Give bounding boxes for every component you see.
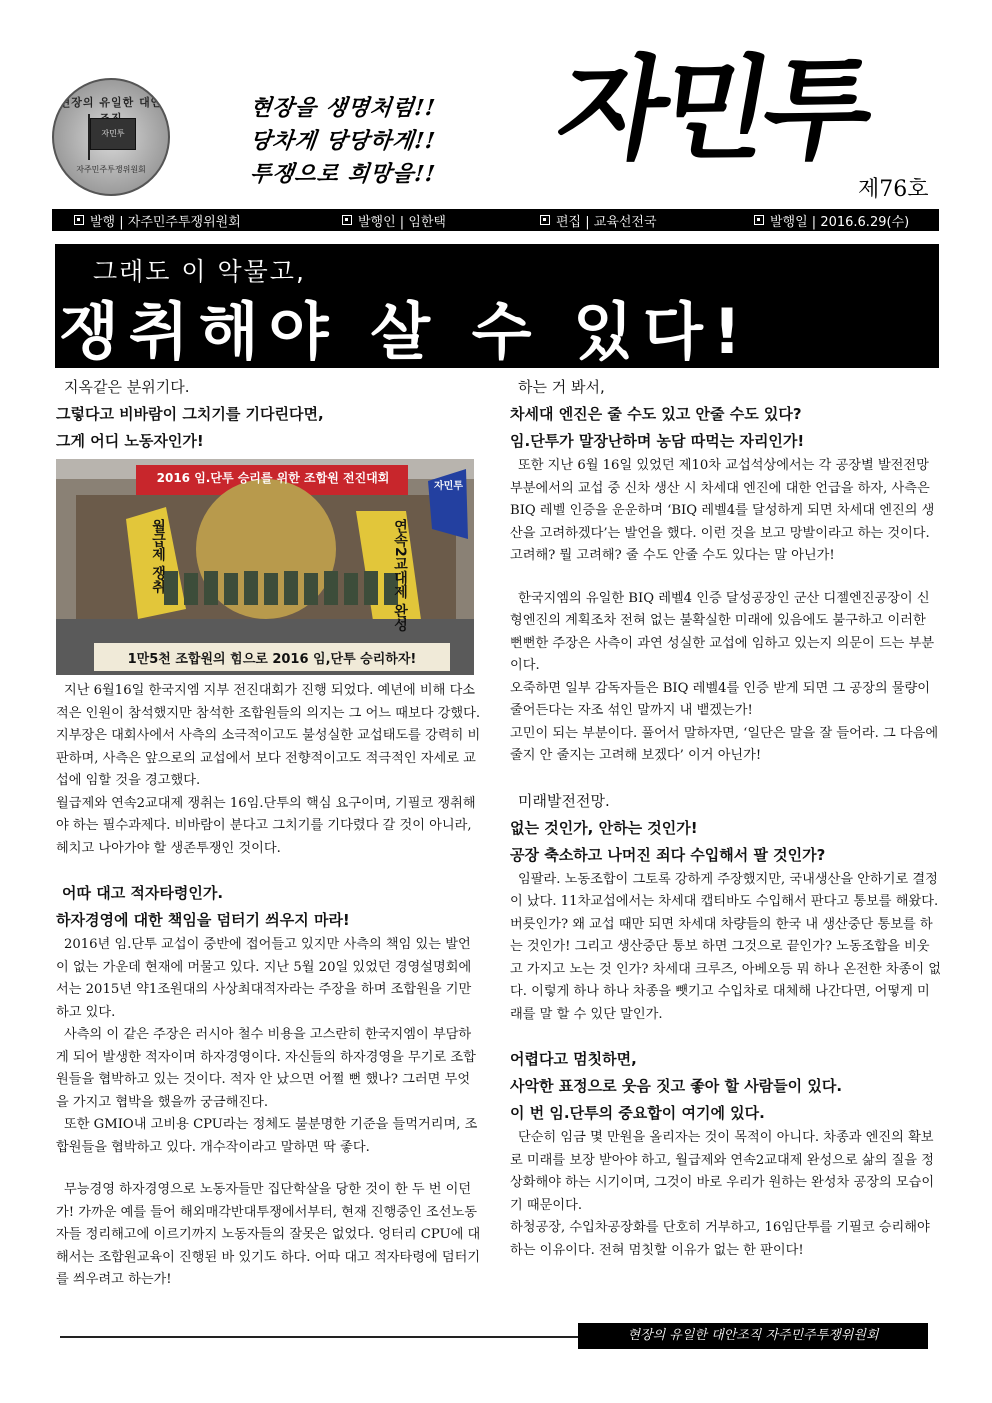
right-heading-3: 임.단투가 말장난하며 농담 따먹는 자리인가! bbox=[510, 432, 805, 450]
right-heading-5: 없는 것인가, 안하는 것인가! bbox=[510, 818, 698, 837]
left-heading-1: 지옥같은 분위기다. bbox=[64, 378, 190, 396]
left-paragraph-2: 월급제와 연속2교대제 쟁취는 16임.단투의 핵심 요구이며, 기필코 쟁취해야 하는 필수과제다. 비바람이 분다고 그치기를 기다렸다 갈 것이 아니라, 헤치고 나아가야 할 생존투쟁인 것이다. bbox=[56, 795, 476, 856]
slogans bbox=[250, 92, 490, 191]
left-heading-3: 그게 어디 노동자인가! bbox=[56, 432, 204, 450]
left-paragraph-4: 사측의 이 같은 주장은 러시아 철수 비용을 고스란히 한국지엠이 부담하게 되어 발생한 적자이며 하자경영이다. 자신들의 하자경영을 무기로 조합원들을 협박하고 있는 것이다. 적자 안 났으면 어쩔 뻔 했나? 그러면 무엇을 가지고 협박을 했을까 궁금해진다. bbox=[56, 1027, 476, 1110]
right-paragraph-4: 오죽하면 일부 감독자들은 BIQ 레벨4를 인증 받게 되면 그 공장의 물량이 줄어든다는 자조 섞인 말까지 내 뱉겠는가! bbox=[510, 680, 930, 718]
right-paragraph-1: 또한 지난 6월 16일 있었던 제10차 교섭석상에서는 각 공장별 발전전망 부분에서의 교섭 중 신차 생산 시 차세대 엔진에 대한 언급을 하자, 사측은 BIQ 레벨 인증을 운운하며 ‘BIQ 레벨4를 달성하게 되면 차세대 엔진의 생산을 고려하겠다’는 발언을 했다. 이런 것을 보고 망발이라고 하는 것이다. bbox=[510, 458, 935, 541]
left-heading-5: 하자경영에 대한 책임을 덤터기 씌우지 마라! bbox=[56, 911, 350, 929]
square-bullet-icon bbox=[540, 215, 550, 225]
square-bullet-icon bbox=[74, 215, 84, 225]
right-paragraph-6: 임팔라. 노동조합이 그토록 강하게 주장했지만, 국내생산을 안하기로 결정이 났다. 11차교섭에서는 차세대 캡티바도 수입해서 판다고 통보를 해왔다. 버릇인가? 왜 교섭 때만 되면 차세대 차량들의 한국 내 생산중단 통보를 하는 것인가! 그리고 생산중단 통보 하면 그것으로 끝인가? 노동조합을 비웃고 가지고 노는 것 인가? 차세대 크루즈, 아베오등 뭐 하나 온전한 차종이 없다. 이렇게 하나 하나 차종을 뺏기고 수입차로 대체해 나간다면, 어떻게 미래를 말 할 수 있단 말인가. bbox=[510, 871, 941, 1022]
right-paragraph-7: 단순히 임금 몇 만원을 올리자는 것이 목적이 아니다. 차종과 엔진의 확보로 미래를 보장 받아야 하고, 월급제와 연속2교대제 완성으로 삶의 질을 정상화해야 하는 시기이며, 그것이 바로 우리가 원하는 완성차 공장의 모습이기 때문이다. bbox=[510, 1130, 935, 1213]
headline-box bbox=[55, 244, 939, 368]
left-paragraph-1: 지난 6월16일 한국지엠 지부 전진대회가 진행 되었다. 예년에 비해 다소 적은 인원이 참석했지만 참석한 조합원들의 의지는 그 어느 때보다 강했다. 지부장은 대회사에서 사측의 소극적이고도 불성실한 교섭태도를 강력히 비판하며, 사측은 앞으로의 교섭에서 보다 전향적이고도 적극적인 자세로 교섭에 임할 것을 경고했다. bbox=[56, 683, 481, 788]
seal-top-text: 현장의 유일한 대안 bbox=[59, 96, 163, 109]
seal-flag-icon: 자민투 bbox=[90, 118, 136, 150]
right-heading-8: 사악한 표정으로 웃음 짓고 좋아 할 사람들이 있다. bbox=[510, 1077, 843, 1095]
right-heading-2: 차세대 엔진은 줄 수도 있고 안줄 수도 있다? bbox=[510, 405, 802, 423]
right-paragraph-3: 한국지엠의 유일한 BIQ 레벨4 인증 달성공장인 군산 디젤엔진공장이 신형엔진의 계획조차 전혀 없는 불확실한 미래에 있음에도 불구하고 이러한 뻔뻔한 주장은 사측이 과연 성실한 교섭에 임하고 있는지 의문이 드는 부분이다. bbox=[510, 590, 935, 673]
organization-seal-logo bbox=[52, 78, 170, 196]
slogan-1: 현장을 생명처럼!! bbox=[248, 95, 438, 121]
left-paragraph-5: 또한 GMIO내 고비용 CPU라는 정체도 불분명한 기준을 들먹거리며, 조합원들을 협박하고 있다. 개수작이라고 말하면 딱 좋다. bbox=[56, 1117, 478, 1155]
photo-left-sign: 월급제 쟁취 bbox=[150, 519, 166, 594]
photo-flag-text: 자민투 bbox=[434, 481, 463, 492]
right-heading-4: 미래발전전망. bbox=[518, 791, 610, 810]
slogan-3: 투쟁으로 희망을!! bbox=[248, 161, 438, 187]
square-bullet-icon bbox=[754, 215, 764, 225]
issuer-info: 발행인 | 임한택 bbox=[342, 211, 446, 230]
publisher-info: 발행 | 자주민주투쟁위원회 bbox=[74, 211, 241, 230]
right-heading-1: 하는 거 봐서, bbox=[518, 378, 605, 396]
right-heading-7: 어렵다고 멈칫하면, bbox=[510, 1050, 637, 1068]
rally-photo bbox=[56, 459, 474, 675]
footer-rule bbox=[60, 1336, 580, 1338]
right-paragraph-2: 고려해? 뭘 고려해? 줄 수도 안줄 수도 있다는 말 아닌가! bbox=[510, 548, 835, 563]
left-column-top bbox=[56, 374, 476, 455]
left-paragraph-6: 무능경영 하자경영으로 노동자들만 집단학살을 당한 것이 한 두 번 이던가! 가까운 예를 들어 해외매각반대투쟁에서부터, 현재 진행중인 조선노동자들 정리해고에 이르기까지 노동자들의 잘못은 없었다. 엉터리 CPU에 대해서는 조합원교육이 진행된 바 있기도 하다. 어따 대고 적자타령에 덤터기를 씌우려고 하는가! bbox=[56, 1182, 481, 1287]
left-heading-4: 어따 대고 적자타령인가. bbox=[62, 884, 224, 902]
photo-bottom-banner: 1만5천 조합원의 힘으로 2016 임,단투 승리하자! bbox=[127, 652, 417, 667]
right-heading-9: 이 번 임.단투의 중요합이 여기에 있다. bbox=[510, 1104, 765, 1122]
left-heading-2: 그렇다고 비바람이 그치기를 기다린다면, bbox=[56, 405, 324, 423]
square-bullet-icon bbox=[342, 215, 352, 225]
publication-info-bar bbox=[52, 209, 939, 231]
right-column bbox=[510, 374, 942, 1262]
right-heading-6: 공장 축소하고 나머진 죄다 수입해서 팔 것인가? bbox=[510, 845, 826, 864]
photo-banner-text: 2016 임.단투 승리를 위한 조합원 전진대회 bbox=[156, 471, 390, 485]
issue-number: 제76호 bbox=[858, 177, 929, 202]
headline-main: 쟁취해야 살 수 있다! bbox=[59, 295, 752, 368]
headline-sub: 그래도 이 악물고, bbox=[93, 257, 306, 286]
left-paragraph-3: 2016년 임.단투 교섭이 중반에 접어들고 있지만 사측의 책임 있는 발언이 없는 가운데 현재에 머물고 있다. 지난 5월 20일 있었던 경영설명회에서는 2015년 약1조원대의 사상최대적자라는 주장을 하며 조합원을 기만하고 있다. bbox=[56, 937, 472, 1020]
left-column-body bbox=[56, 680, 482, 1292]
seal-bottom-text: 자주민주투쟁위원회 bbox=[76, 165, 146, 174]
logo-text: 자민투 bbox=[548, 45, 879, 175]
right-paragraph-5: 고민이 되는 부분이다. 풀어서 말하자면, ‘일단은 말을 잘 들어라. 그 다음에 줄지 안 줄지는 고려해 보겠다’ 이거 아닌가! bbox=[510, 725, 939, 763]
rally-photo-illustration bbox=[56, 459, 474, 675]
slogan-2: 당차게 당당하게!! bbox=[248, 128, 438, 154]
footer-tagline: 현장의 유일한 대안조직 자주민주투쟁위원회 bbox=[578, 1323, 928, 1349]
date-info: 발행일 | 2016.6.29(수) bbox=[754, 211, 909, 230]
photo-right-sign: 연속2교대제 완성 bbox=[392, 519, 408, 632]
right-paragraph-8: 하청공장, 수입차공장화를 단호히 거부하고, 16임단투를 기필코 승리해야 하는 이유이다. 전혀 멈칫할 이유가 없는 한 판이다! bbox=[510, 1220, 930, 1258]
newsletter-logo bbox=[548, 45, 940, 188]
editor-info: 편집 | 교육선전국 bbox=[540, 211, 657, 230]
